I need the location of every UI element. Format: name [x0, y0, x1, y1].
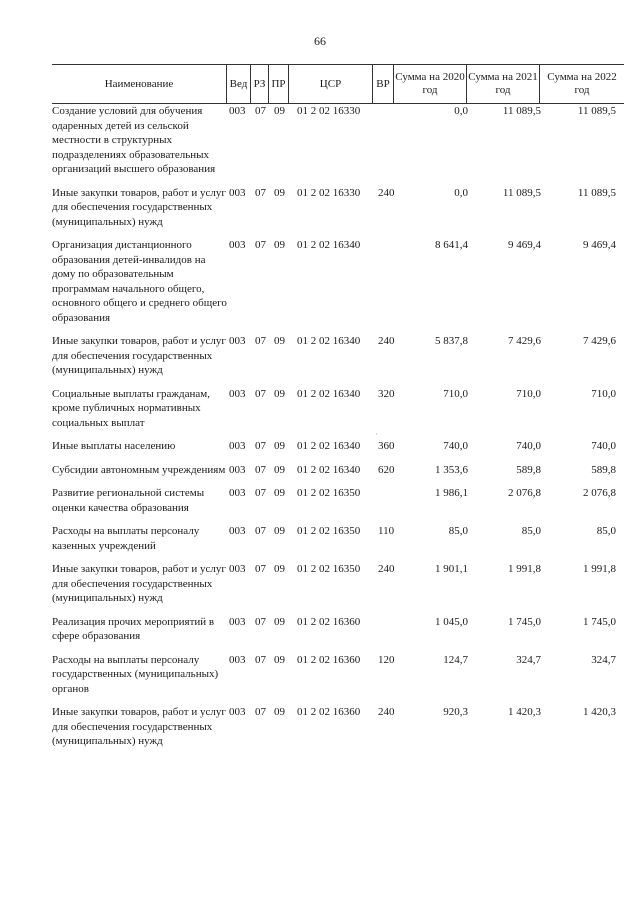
row-s2020: 0,0 [454, 186, 468, 199]
row-vr: 110 [378, 525, 395, 537]
row-rz: 07 [255, 440, 266, 452]
header-ved: Вед [227, 65, 251, 103]
row-s2020: 1 353,6 [435, 463, 468, 476]
row-rz: 07 [255, 387, 266, 400]
table-row [52, 238, 624, 334]
row-csr: 01 2 02 16360 [297, 615, 361, 628]
row-name: Иные выплаты населению [52, 440, 176, 452]
row-s2022: 9 469,4 [583, 239, 616, 251]
row-pr: 09 [274, 239, 285, 251]
header-csr: ЦСР [289, 65, 373, 103]
row-s2021: 11 089,5 [502, 105, 541, 117]
header-pr: ПР [269, 65, 289, 103]
row-pr: 09 [274, 463, 285, 476]
row-csr: 01 2 02 16350 [297, 525, 361, 537]
row-s2021: 1 420,3 [508, 706, 541, 718]
row-s2020: 1 986,1 [435, 487, 468, 499]
row-pr: 09 [274, 335, 285, 347]
row-vr: 360 [378, 440, 395, 452]
row-s2022: 1 745,0 [583, 615, 616, 628]
row-csr: 01 2 02 16340 [297, 335, 361, 347]
row-s2020: 124,7 [443, 653, 468, 666]
row-rz: 07 [255, 563, 266, 575]
header-sum-2021: Сумма на 2021 год [467, 65, 540, 103]
header-sum-2020: Сумма на 2020 год [394, 65, 467, 103]
row-s2022: 85,0 [596, 525, 616, 537]
row-pr: 09 [274, 440, 285, 452]
row-rz: 07 [255, 653, 266, 666]
table-row [52, 562, 624, 615]
row-s2022: 7 429,6 [583, 335, 616, 347]
row-pr: 09 [274, 186, 285, 199]
row-ved: 003 [229, 653, 246, 666]
row-csr: 01 2 02 16350 [297, 563, 361, 575]
row-rz: 07 [255, 525, 266, 537]
row-pr: 09 [274, 615, 285, 628]
row-ved: 003 [229, 525, 246, 537]
row-ved: 003 [229, 487, 246, 499]
header-sum-2022: Сумма на 2022 год [547, 71, 617, 96]
table-row [52, 653, 624, 706]
row-s2021: 85,0 [521, 525, 541, 537]
row-vr: 620 [378, 463, 395, 476]
row-pr: 09 [274, 706, 285, 718]
row-s2021: 11 089,5 [502, 186, 541, 199]
row-csr: 01 2 02 16340 [297, 463, 361, 476]
row-s2021: 1 745,0 [508, 615, 541, 628]
row-vr: 240 [378, 186, 395, 199]
row-vr: 240 [378, 335, 395, 347]
row-pr: 09 [274, 105, 285, 117]
row-s2020: 8 641,4 [435, 239, 468, 251]
row-name: Развитие региональной системы оценки качества образования [52, 487, 205, 514]
row-name: Иные закупки товаров, работ и услуг для обеспечения государственных (муниципальных) нужд [52, 335, 226, 376]
row-s2022: 740,0 [591, 440, 616, 452]
table-header [52, 64, 624, 104]
row-csr: 01 2 02 16340 [297, 239, 361, 251]
page-number: 66 [314, 34, 326, 48]
row-s2022: 1 991,8 [583, 563, 616, 575]
row-name: Иные закупки товаров, работ и услуг для обеспечения государственных (муниципальных) нужд [52, 706, 226, 747]
row-name: Расходы на выплаты персоналу государственных (муниципальных) органов [52, 653, 219, 695]
table-row [52, 486, 624, 524]
row-name: Иные закупки товаров, работ и услуг для обеспечения государственных (муниципальных) нужд [52, 563, 226, 604]
row-ved: 003 [229, 239, 246, 251]
row-name: Расходы на выплаты персоналу казенных учреждений [52, 525, 200, 552]
row-rz: 07 [255, 487, 266, 499]
row-ved: 003 [229, 615, 246, 628]
row-vr: 320 [378, 387, 395, 400]
row-s2020: 920,3 [443, 706, 468, 718]
row-csr: 01 2 02 16330 [297, 105, 361, 117]
row-csr: 01 2 02 16340 [297, 440, 361, 452]
table-row [52, 104, 624, 186]
row-vr: 240 [378, 563, 395, 575]
table-row [52, 439, 624, 463]
row-s2021: 740,0 [516, 440, 541, 452]
row-vr: 240 [378, 706, 395, 718]
row-s2021: 324,7 [516, 653, 541, 666]
row-s2021: 2 076,8 [508, 487, 541, 499]
row-name: Субсидии автономным учреждениям [52, 463, 226, 476]
table-row [52, 524, 624, 562]
row-s2022: 2 076,8 [583, 487, 616, 499]
row-s2021: 7 429,6 [508, 335, 541, 347]
row-s2022: 324,7 [591, 653, 616, 666]
row-ved: 003 [229, 563, 246, 575]
table-row [52, 387, 624, 440]
row-name: Социальные выплаты гражданам, кроме публичных нормативных социальных выплат [52, 387, 210, 429]
row-s2021: 710,0 [516, 387, 541, 400]
table-row [52, 615, 624, 653]
row-s2021: 1 991,8 [508, 563, 541, 575]
header-rz: РЗ [251, 65, 269, 103]
row-s2022: 11 089,5 [577, 105, 616, 117]
row-s2022: 1 420,3 [583, 706, 616, 718]
row-pr: 09 [274, 487, 285, 499]
row-s2020: 85,0 [448, 525, 468, 537]
row-name: Создание условий для обучения одаренных детей из сельской местности в структурных подразделениях образовательных организаций высшего образования [52, 105, 216, 175]
row-s2020: 0,0 [454, 105, 468, 117]
row-s2020: 710,0 [443, 387, 468, 400]
scan-speck: · [375, 430, 378, 439]
row-rz: 07 [255, 463, 266, 476]
row-ved: 003 [229, 387, 246, 400]
table-row [52, 705, 624, 758]
row-s2021: 9 469,4 [508, 239, 541, 251]
row-s2022: 710,0 [591, 387, 616, 400]
row-csr: 01 2 02 16360 [297, 653, 361, 666]
table-row [52, 463, 624, 487]
row-s2022: 11 089,5 [577, 186, 616, 199]
row-csr: 01 2 02 16350 [297, 487, 361, 499]
header-name: Наименование [52, 65, 227, 103]
row-pr: 09 [274, 525, 285, 537]
row-csr: 01 2 02 16340 [297, 387, 361, 400]
row-pr: 09 [274, 653, 285, 666]
table-row [52, 186, 624, 239]
row-rz: 07 [255, 706, 266, 718]
row-rz: 07 [255, 239, 266, 251]
row-name: Организация дистанционного образования детей-инвалидов на дому по образовательным программам начального общего, основного общего и среднего общего образования [52, 239, 227, 324]
row-vr: 120 [378, 653, 395, 666]
row-s2020: 740,0 [443, 440, 468, 452]
row-s2020: 5 837,8 [435, 335, 468, 347]
row-s2020: 1 045,0 [435, 615, 468, 628]
row-csr: 01 2 02 16330 [297, 186, 361, 199]
row-pr: 09 [274, 387, 285, 400]
row-ved: 003 [229, 440, 246, 452]
table-body [52, 104, 624, 758]
row-s2020: 1 901,1 [435, 563, 468, 575]
row-rz: 07 [255, 335, 266, 347]
row-name: Реализация прочих мероприятий в сфере образования [52, 615, 215, 642]
row-ved: 003 [229, 335, 246, 347]
row-rz: 07 [255, 615, 266, 628]
row-ved: 003 [229, 105, 246, 117]
row-rz: 07 [255, 186, 266, 199]
row-ved: 003 [229, 186, 246, 199]
row-ved: 003 [229, 706, 246, 718]
row-ved: 003 [229, 463, 246, 476]
row-pr: 09 [274, 563, 285, 575]
row-csr: 01 2 02 16360 [297, 706, 361, 718]
table-row [52, 334, 624, 387]
row-name: Иные закупки товаров, работ и услуг для обеспечения государственных (муниципальных) нужд [52, 186, 226, 228]
header-vr: ВР [373, 65, 394, 103]
row-s2021: 589,8 [516, 463, 541, 476]
row-rz: 07 [255, 105, 266, 117]
row-s2022: 589,8 [591, 463, 616, 476]
